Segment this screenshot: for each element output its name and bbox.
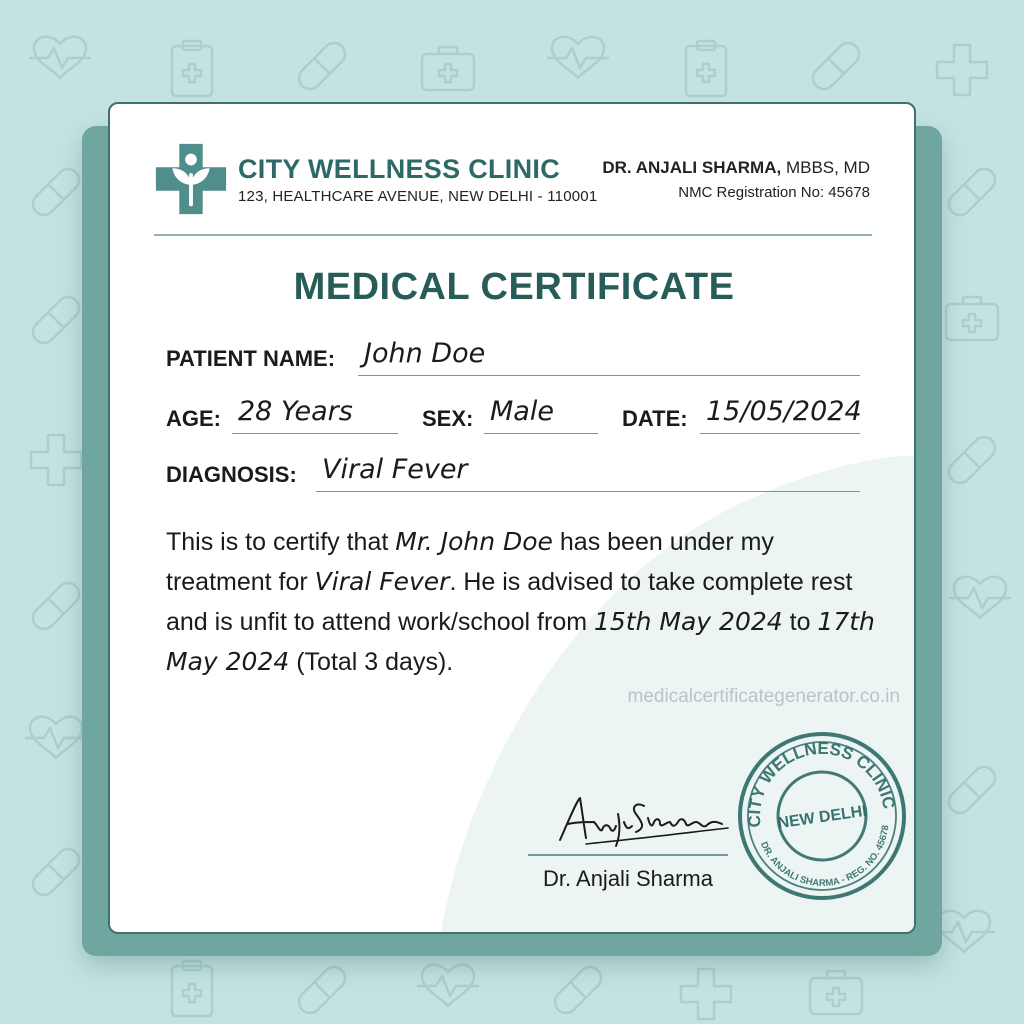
doctor-name-caps: DR. ANJALI SHARMA, — [602, 158, 782, 177]
age-value: 28 Years — [232, 396, 398, 434]
stamp-top-text: CITY WELLNESS CLINIC — [744, 738, 899, 829]
pill-icon — [808, 38, 863, 93]
medical-bag-icon — [810, 971, 862, 1014]
medical-cross-icon — [937, 45, 987, 95]
stamp-bottom-text: DR. ANJALI SHARMA - REG. NO. 45678 — [758, 824, 892, 889]
heart-pulse-icon — [934, 911, 994, 952]
pill-icon — [28, 844, 83, 899]
pill-icon — [294, 962, 349, 1017]
heart-pulse-icon — [30, 37, 90, 78]
clipboard-icon — [172, 961, 212, 1016]
body-patient-name: Mr. John Doe — [395, 527, 553, 556]
medical-bag-icon — [946, 297, 998, 340]
heart-pulse-icon — [418, 965, 478, 1006]
sex-label: SEX: — [422, 406, 474, 431]
body-to-date: 17th May 2024 — [166, 607, 875, 676]
date-label: DATE: — [622, 406, 688, 431]
pill-icon — [944, 432, 999, 487]
clinic-name: CITY WELLNESS CLINIC — [238, 154, 561, 184]
doctor-signature — [546, 792, 736, 852]
body-text-1: This is to certify that — [166, 528, 396, 556]
doctor-printed-name: Dr. Anjali Sharma — [543, 866, 713, 891]
clinic-stamp — [734, 728, 910, 904]
watermark-text: medicalcertificategenerator.co.in — [627, 686, 900, 707]
header-divider — [154, 234, 872, 236]
body-text-5: (Total 3 days). — [289, 648, 454, 676]
sex-value: Male — [484, 396, 598, 434]
pill-icon — [550, 962, 605, 1017]
pill-icon — [944, 164, 999, 219]
date-value: 15/05/2024 — [700, 396, 860, 434]
heart-pulse-icon — [26, 717, 86, 758]
heart-pulse-icon — [548, 37, 608, 78]
clinic-address: 123, HEALTHCARE AVENUE, NEW DELHI - 110001 — [238, 188, 598, 205]
diagnosis-label: DIAGNOSIS: — [166, 462, 297, 487]
pill-icon — [28, 578, 83, 633]
clinic-logo-icon — [152, 140, 230, 218]
medical-bag-icon — [422, 47, 474, 90]
pill-icon — [28, 292, 83, 347]
body-from-date: 15th May 2024 — [594, 607, 783, 636]
age-label: AGE: — [166, 406, 221, 431]
doctor-header — [602, 158, 870, 178]
body-text-3: . He is advised to take complete rest and is unfit to attend work/school from — [166, 568, 853, 636]
patient-name-value: John Doe — [358, 338, 860, 376]
medical-cross-icon — [681, 969, 731, 1019]
clipboard-icon — [172, 41, 212, 96]
body-diagnosis: Viral Fever — [314, 567, 450, 596]
doctor-registration: NMC Registration No: 45678 — [678, 184, 870, 201]
certificate-title: MEDICAL CERTIFICATE — [293, 266, 735, 308]
clipboard-icon — [686, 41, 726, 96]
pill-icon — [944, 762, 999, 817]
patient-name-label: PATIENT NAME: — [166, 346, 336, 371]
certificate-paper — [108, 102, 916, 934]
diagnosis-value: Viral Fever — [316, 454, 860, 492]
stamp-center-text: NEW DELHI — [776, 802, 868, 833]
doctor-qualifications: MBBS, MD — [785, 158, 870, 177]
certificate-body — [166, 522, 876, 682]
pill-icon — [28, 164, 83, 219]
medical-cross-icon — [31, 435, 81, 485]
signature-line — [528, 854, 728, 856]
pill-icon — [294, 38, 349, 93]
body-text-4: to — [782, 608, 818, 636]
body-text-2: has been under my treatment for — [166, 528, 774, 596]
heart-pulse-icon — [950, 577, 1010, 618]
